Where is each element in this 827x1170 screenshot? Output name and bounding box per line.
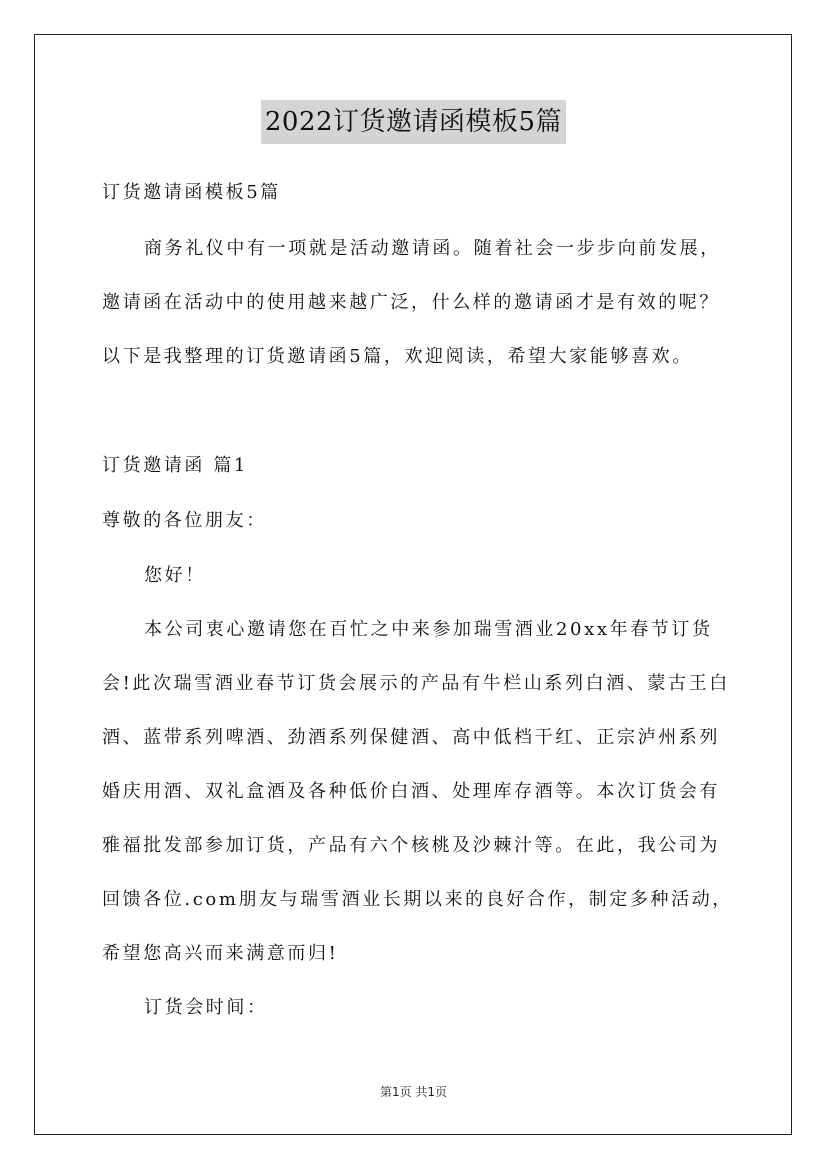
section-heading: 订货邀请函 篇1 — [102, 455, 248, 476]
document-subtitle: 订货邀请函模板5篇 — [102, 182, 281, 203]
intro-line-1: 商务礼仪中有一项就是活动邀请函。随着社会一步步向前发展， — [144, 238, 721, 259]
document-title: 2022订货邀请函模板5篇 — [261, 100, 566, 144]
salutation: 尊敬的各位朋友： — [102, 510, 267, 531]
intro-line-3: 以下是我整理的订货邀请函5篇，欢迎阅读，希望大家能够喜欢。 — [102, 346, 693, 367]
body-line-4: 婚庆用酒、双礼盒酒及各种低价白酒、处理库存酒等。本次订货会有 — [102, 781, 720, 802]
body-line-1: 本公司衷心邀请您在百忙之中来参加瑞雪酒业20xx年春节订货 — [144, 619, 713, 640]
page-footer: 第1页 共1页 — [379, 1085, 448, 1099]
body-line-2: 会!此次瑞雪酒业春节订货会展示的产品有牛栏山系列白酒、蒙古王白 — [102, 673, 730, 694]
body-line-5: 雅福批发部参加订货，产品有六个核桃及沙棘汁等。在此，我公司为 — [102, 835, 720, 856]
intro-line-2: 邀请函在活动中的使用越来越广泛，什么样的邀请函才是有效的呢？ — [102, 292, 720, 313]
body-line-7: 希望您高兴而来满意而归! — [102, 943, 339, 964]
time-label: 订货会时间： — [144, 997, 268, 1018]
title-container — [0, 100, 827, 144]
body-line-6: 回馈各位.com朋友与瑞雪酒业长期以来的良好合作，制定多种活动， — [102, 889, 733, 910]
greeting: 您好！ — [144, 565, 206, 586]
body-line-3: 酒、蓝带系列啤酒、劲酒系列保健酒、高中低档干红、正宗泸州系列 — [102, 727, 720, 748]
